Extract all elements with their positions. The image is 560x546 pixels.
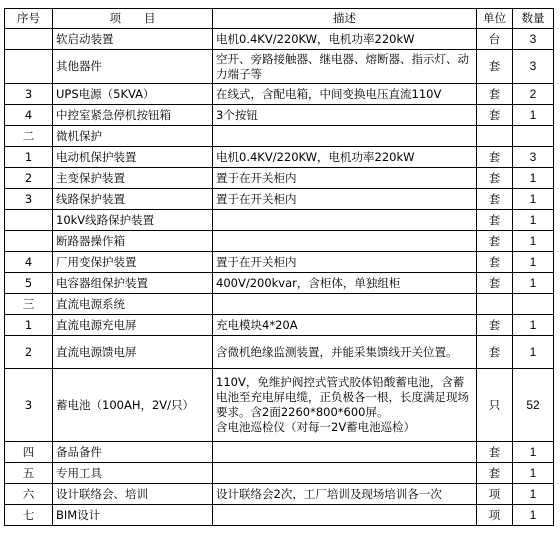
cell-no: 1: [5, 315, 53, 336]
header-unit: 单位: [477, 9, 513, 29]
cell-desc: 置于在开关柜内: [213, 189, 477, 210]
cell-unit: [477, 126, 513, 147]
cell-name: 直流电源充电屏: [53, 315, 213, 336]
cell-name: 其他器件: [53, 50, 213, 84]
cell-desc: 充电模块4*20A: [213, 315, 477, 336]
cell-qty: 3: [513, 147, 554, 168]
cell-qty: 1: [513, 336, 554, 369]
cell-desc: 置于在开关柜内: [213, 168, 477, 189]
cell-qty: 1: [513, 315, 554, 336]
table-row: [5, 336, 554, 369]
cell-desc: 3个按钮: [213, 105, 477, 126]
table-header-row: [5, 9, 554, 29]
cell-desc: [213, 126, 477, 147]
cell-qty: 1: [513, 484, 554, 505]
cell-qty: 1: [513, 463, 554, 484]
header-desc: 描述: [213, 9, 477, 29]
table-row: [5, 294, 554, 315]
table-row: [5, 50, 554, 84]
cell-no: 2: [5, 168, 53, 189]
cell-no: [5, 210, 53, 231]
cell-qty: 1: [513, 231, 554, 252]
cell-unit: 台: [477, 29, 513, 50]
table-row: [5, 273, 554, 294]
table-row: [5, 189, 554, 210]
table-row: [5, 84, 554, 105]
cell-qty: 1: [513, 168, 554, 189]
cell-no: 4: [5, 105, 53, 126]
cell-no: [5, 231, 53, 252]
cell-qty: 52: [513, 369, 554, 442]
cell-unit: 套: [477, 84, 513, 105]
cell-unit: 套: [477, 210, 513, 231]
table-row: [5, 252, 554, 273]
cell-unit: 套: [477, 442, 513, 463]
cell-unit: 套: [477, 315, 513, 336]
cell-no: 3: [5, 84, 53, 105]
cell-name: 设计联络会、培训: [53, 484, 213, 505]
cell-no: 五: [5, 463, 53, 484]
cell-qty: 3: [513, 29, 554, 50]
cell-desc: [213, 231, 477, 252]
table-row: [5, 231, 554, 252]
cell-name: 10kV线路保护装置: [53, 210, 213, 231]
cell-unit: 套: [477, 463, 513, 484]
cell-no: [5, 29, 53, 50]
cell-unit: 套: [477, 105, 513, 126]
cell-no: 1: [5, 147, 53, 168]
cell-desc: 置于在开关柜内: [213, 252, 477, 273]
cell-qty: [513, 294, 554, 315]
cell-qty: 1: [513, 505, 554, 526]
table-row: [5, 126, 554, 147]
table-row: [5, 168, 554, 189]
cell-name: 断路器操作箱: [53, 231, 213, 252]
cell-desc: [213, 210, 477, 231]
header-qty: 数量: [513, 9, 554, 29]
table-row: [5, 505, 554, 526]
table-body: [5, 29, 554, 526]
table-row: [5, 315, 554, 336]
cell-qty: 3: [513, 50, 554, 84]
cell-no: 4: [5, 252, 53, 273]
cell-no: 3: [5, 189, 53, 210]
cell-qty: 1: [513, 273, 554, 294]
cell-qty: 2: [513, 84, 554, 105]
cell-no: 七: [5, 505, 53, 526]
cell-name: BIM设计: [53, 505, 213, 526]
cell-qty: 1: [513, 210, 554, 231]
table-row: [5, 463, 554, 484]
table-row: [5, 105, 554, 126]
table-row: [5, 484, 554, 505]
table-row: [5, 442, 554, 463]
cell-unit: 套: [477, 189, 513, 210]
cell-unit: 项: [477, 505, 513, 526]
cell-unit: 套: [477, 273, 513, 294]
cell-unit: 项: [477, 484, 513, 505]
cell-no: 3: [5, 369, 53, 442]
table-row: [5, 147, 554, 168]
cell-desc: 设计联络会2次，工厂培训及现场培训各一次: [213, 484, 477, 505]
cell-desc: [213, 294, 477, 315]
cell-name: 电容器组保护装置: [53, 273, 213, 294]
cell-desc: [213, 442, 477, 463]
cell-no: 2: [5, 336, 53, 369]
cell-desc: 空开、旁路接触器、继电器、熔断器、指示灯、动力端子等: [213, 50, 477, 84]
cell-unit: 套: [477, 252, 513, 273]
cell-no: 三: [5, 294, 53, 315]
cell-no: [5, 50, 53, 84]
cell-desc: 110V，免维护阀控式管式胶体铅酸蓄电池，含蓄电池至充电屏电缆，正负极各一根，长度满足现场要求。含2面2260*800*600屏。 含电池巡检仪（对每一2V蓄电池巡检）: [213, 369, 477, 442]
cell-desc: 在线式，含配电箱，中间变换电压直流110V: [213, 84, 477, 105]
cell-desc: 400V/200kvar，含柜体，单独组柜: [213, 273, 477, 294]
cell-name: 软启动装置: [53, 29, 213, 50]
cell-no: 二: [5, 126, 53, 147]
cell-unit: 套: [477, 336, 513, 369]
equipment-table-sheet: [4, 8, 553, 526]
cell-unit: 套: [477, 147, 513, 168]
cell-name: 线路保护装置: [53, 189, 213, 210]
cell-qty: 1: [513, 442, 554, 463]
cell-qty: 1: [513, 252, 554, 273]
cell-no: 四: [5, 442, 53, 463]
table-row: [5, 369, 554, 442]
cell-desc: [213, 463, 477, 484]
cell-name: 直流电源系统: [53, 294, 213, 315]
cell-desc: 电机0.4KV/220KW，电机功率220kW: [213, 29, 477, 50]
cell-name: 专用工具: [53, 463, 213, 484]
cell-name: 备品备件: [53, 442, 213, 463]
cell-qty: 1: [513, 189, 554, 210]
cell-name: 蓄电池（100AH，2V/只）: [53, 369, 213, 442]
cell-unit: [477, 294, 513, 315]
header-name: 项 目: [53, 9, 213, 29]
cell-no: 5: [5, 273, 53, 294]
cell-name: 中控室紧急停机按钮箱: [53, 105, 213, 126]
cell-name: 主变保护装置: [53, 168, 213, 189]
cell-qty: 1: [513, 105, 554, 126]
cell-no: 六: [5, 484, 53, 505]
table-row: [5, 210, 554, 231]
cell-unit: 只: [477, 369, 513, 442]
table-row: [5, 29, 554, 50]
equipment-table: [4, 8, 554, 526]
cell-desc: [213, 505, 477, 526]
cell-name: 直流电源馈电屏: [53, 336, 213, 369]
cell-name: 厂用变保护装置: [53, 252, 213, 273]
cell-name: 电动机保护装置: [53, 147, 213, 168]
cell-unit: 套: [477, 168, 513, 189]
header-no: 序号: [5, 9, 53, 29]
cell-name: 微机保护: [53, 126, 213, 147]
cell-name: UPS电源（5KVA）: [53, 84, 213, 105]
cell-unit: 套: [477, 231, 513, 252]
cell-unit: 套: [477, 50, 513, 84]
cell-desc: 电机0.4KV/220KW，电机功率220kW: [213, 147, 477, 168]
cell-desc: 含微机绝缘监测装置，并能采集馈线开关位置。: [213, 336, 477, 369]
cell-qty: [513, 126, 554, 147]
